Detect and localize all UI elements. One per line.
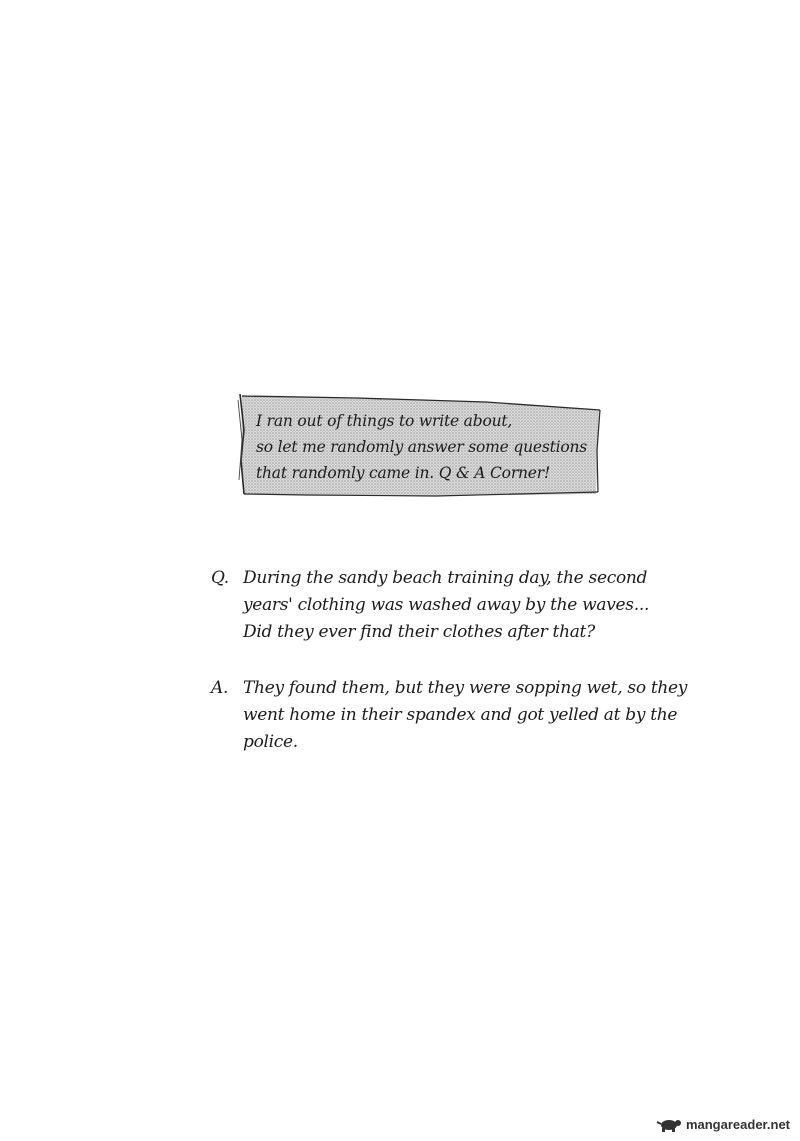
answer-line: police.	[243, 732, 298, 752]
question-line: Did they ever find their clothes after that?	[243, 622, 595, 642]
note-box	[236, 390, 606, 500]
question-line: During the sandy beach training day, the second	[243, 568, 648, 588]
answer-line: went home in their spandex and got yelled at by the	[243, 705, 678, 725]
note-line: so let me randomly answer some questions	[256, 438, 588, 456]
answer-text	[243, 675, 713, 756]
note-text	[256, 408, 596, 486]
watermark-text: mangareader.net	[685, 1116, 790, 1132]
question-marker: Q.	[211, 568, 229, 588]
answer-marker: A.	[211, 678, 229, 698]
note-line: I ran out of things to write about,	[256, 412, 513, 430]
question-text	[243, 565, 713, 646]
watermark	[656, 1115, 790, 1133]
answer-line: They found them, but they were sopping wet, so they	[243, 678, 688, 698]
note-line: that randomly came in. Q & A Corner!	[256, 464, 551, 482]
turtle-logo-icon	[656, 1115, 682, 1133]
question-line: years' clothing was washed away by the waves...	[243, 595, 650, 615]
